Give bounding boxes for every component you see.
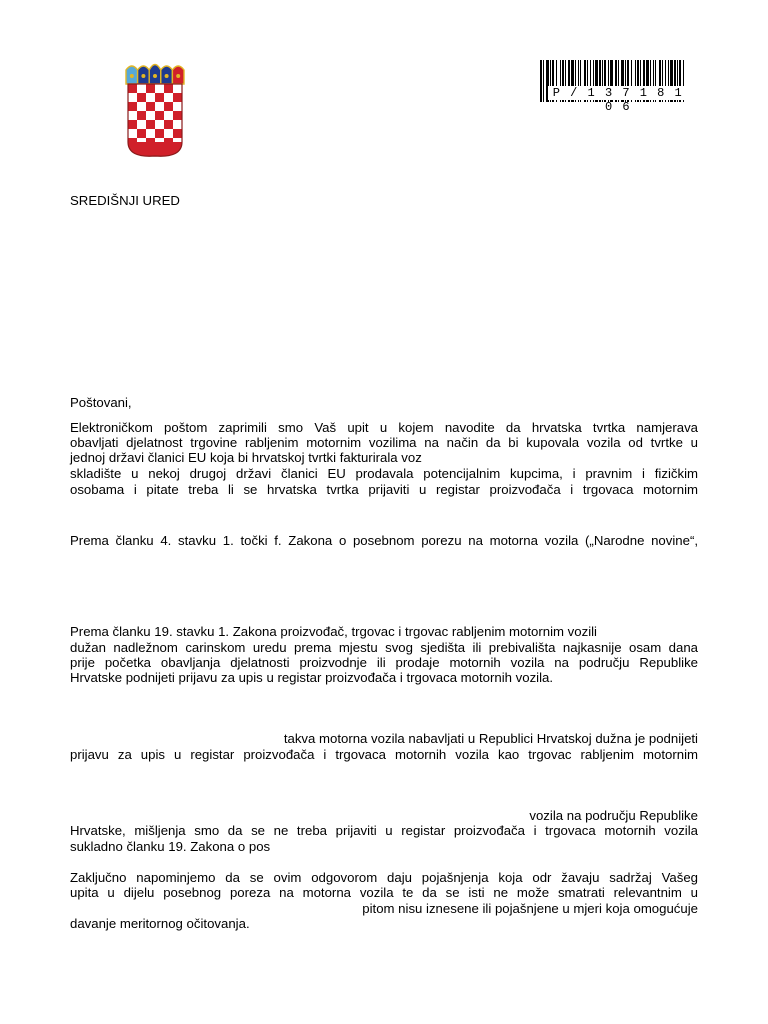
- p3-line-2: dužan nadležnom carinskom uredu prema mjestu svog sjedišta ili prebivališta najkasnije osam dana: [70, 640, 698, 655]
- p1-line-2: obavljati djelatnost trgovine rabljenim motornim vozilima na način da bi kupovala vozila od tvrtke u: [70, 435, 698, 450]
- p5-line-2: Hrvatske, mišljenja smo da se ne treba prijaviti u registar proizvođača i trgovaca motornih vozila: [70, 823, 698, 838]
- crown-icon: [126, 65, 184, 85]
- p3-line-4: Hrvatske podnijeti prijavu za upis u registar proizvođača i trgovaca motornih vozila.: [70, 670, 554, 685]
- barcode-number: P / 1 3 7 1 8 1 0 6: [548, 86, 688, 100]
- p1-line-5: osobama i pitate treba li se hrvatska tvrtka prijaviti u registar proizvođača i trgovaca motornim: [70, 482, 698, 497]
- salutation: Poštovani,: [70, 395, 132, 410]
- p2-line-1: Prema članku 4. stavku 1. točki f. Zakona o posebnom porezu na motorna vozila („Narodne novine“,: [70, 533, 698, 548]
- p6-line-3: pitom nisu iznesene ili pojašnjene u mjeri koja omogućuje: [362, 901, 698, 916]
- p3-line-3: prije početka obavljanja djelatnosti proizvodnje ili prodaje motornih vozila na području Republike: [70, 655, 698, 670]
- p5-line-1: vozila na području Republike: [529, 808, 698, 823]
- p1-line-4: skladište u nekoj drugoj državi članici EU prodavala potencijalnim kupcima, i pravnim i fizičkim: [70, 466, 698, 481]
- p6-line-4: davanje meritornog očitovanja.: [70, 916, 250, 931]
- p6-line-2: upita u dijelu posebnog poreza na motorna vozila te da se isti ne može smatrati relevantnim u: [70, 885, 698, 900]
- p5-line-3: sukladno članku 19. Zakona o pos: [70, 839, 271, 854]
- p3-line-1: Prema članku 19. stavku 1. Zakona proizvođač, trgovac i trgovac rabljenim motornim vozili: [70, 624, 597, 639]
- p4-line-1: takva motorna vozila nabavljati u Republici Hrvatskoj dužna je podnijeti: [283, 731, 698, 746]
- coat-of-arms-icon: [124, 58, 186, 158]
- p1-line-3: jednoj državi članici EU koja bi hrvatskoj tvrtki fakturirala voz: [70, 450, 422, 465]
- p4-line-2: prijavu za upis u registar proizvođača i trgovaca motornih vozila kao trgovac rabljenim motornim: [70, 747, 698, 762]
- office-name: SREDIŠNJI URED: [70, 193, 180, 208]
- p6-line-1: Zaključno napominjemo da se ovim odgovorom daju pojašnjenja koja odr žavaju sadržaj Vašeg: [70, 870, 698, 885]
- p1-line-1: Elektroničkom poštom zaprimili smo Vaš upit u kojem navodite da hrvatska tvrtka namjerava: [70, 420, 698, 435]
